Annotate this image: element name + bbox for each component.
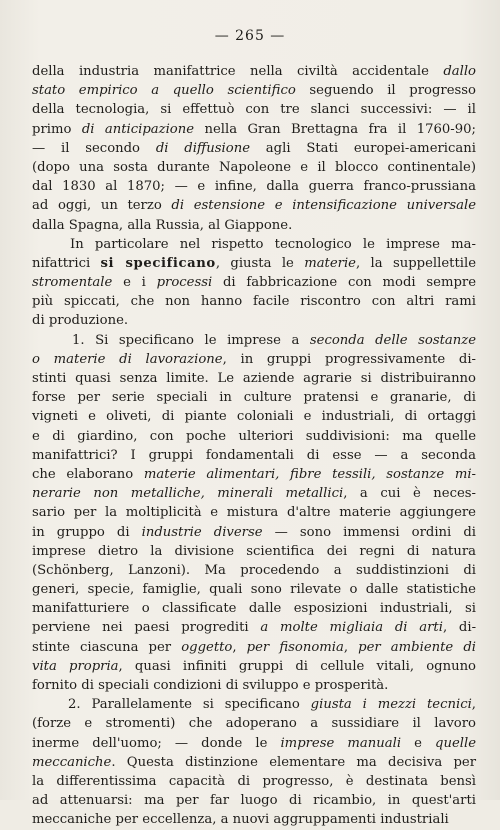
text-run: agli Stati europei-americani <box>250 140 476 156</box>
text-run: imprese dietro la divisione scientifica dei regni di natura <box>32 543 476 559</box>
text-line <box>32 446 476 465</box>
text-run: che elaborano <box>32 466 144 482</box>
text-run: vigneti e oliveti, di piante coloniali e industriali, di ortaggi <box>32 409 476 425</box>
text-run: nella Gran Brettagna fra il 1760-90; <box>194 121 476 137</box>
paragraph <box>32 235 476 331</box>
text-run: sario per la moltiplicità e mistura d'altre materie aggiungere <box>32 505 476 521</box>
text-run: fornito di speciali condizioni di sviluppo e prosperità. <box>32 678 389 693</box>
text-line <box>32 196 476 215</box>
text-line <box>32 388 476 407</box>
text-line <box>32 753 476 772</box>
text-line <box>32 695 476 714</box>
text-line <box>32 350 476 369</box>
italic-run: materie alimentari, fibre tessili, sostanze mi- <box>143 466 477 482</box>
text-run: di fabbricazione con modi sempre <box>212 275 476 291</box>
text-line <box>32 235 476 254</box>
text-run: manifattrici? I gruppi fondamentali di esse — a seconda <box>32 447 476 463</box>
text-line <box>32 503 476 522</box>
text-line <box>32 158 476 177</box>
text-run: 2. Parallelamente si specificano <box>68 697 311 713</box>
text-run: , <box>343 639 359 655</box>
text-run: , giusta le <box>215 255 305 271</box>
italic-run: materie <box>304 255 356 271</box>
text-run: In particolare nel rispetto tecnologico le imprese ma- <box>70 236 476 252</box>
italic-run: stromentale <box>32 275 113 291</box>
text-line <box>32 254 476 273</box>
text-line <box>32 542 476 561</box>
text-run: stinte ciascuna per <box>32 639 182 655</box>
text-run: e <box>401 735 436 751</box>
text-run: , quasi infiniti gruppi di cellule vitali, ognuno <box>118 658 476 674</box>
text-line <box>32 120 476 139</box>
bold-run: si specificano <box>100 255 216 271</box>
text-run: la differentissima capacità di progresso, è destinata bensì <box>32 773 476 789</box>
text-run: e i <box>112 275 157 291</box>
text-line <box>32 100 476 119</box>
text-run: meccaniche per eccellenza, a nuovi aggruppamenti industriali <box>32 812 449 828</box>
italic-run: o materie di lavorazione <box>32 351 223 367</box>
italic-run: vita propria <box>32 658 119 674</box>
italic-run: oggetto <box>181 639 233 655</box>
text-run: generi, specie, famiglie, quali sono rilevate o dalle statistiche <box>32 582 476 598</box>
text-run: perviene nei paesi progrediti <box>32 620 261 636</box>
body-text <box>32 62 476 830</box>
text-line <box>32 580 476 599</box>
italic-run: processi <box>156 275 213 291</box>
text-run: — il secondo <box>32 140 156 156</box>
italic-run: nerarie non metalliche, minerali metallici <box>32 486 344 502</box>
italic-run: seconda delle sostanze <box>309 332 477 348</box>
italic-run: giusta i mezzi tecnici <box>310 697 472 713</box>
text-run: — sono immensi ordini di <box>262 524 476 540</box>
text-run: seguendo il progresso <box>295 83 476 99</box>
text-run: dalla Spagna, alla Russia, al Giappone. <box>32 217 293 233</box>
text-line <box>32 369 476 388</box>
text-run: forse per serie speciali in culture pratensi e granarie, di <box>32 390 476 406</box>
text-run: (dopo una sosta durante Napoleone e il blocco continentale) <box>32 159 476 175</box>
text-line <box>32 638 476 657</box>
text-run: ad oggi, un terzo <box>32 198 172 214</box>
text-run: , <box>232 639 247 655</box>
text-line <box>32 599 476 618</box>
text-line <box>32 561 476 580</box>
text-run: e di giardino, con poche ulteriori suddivisioni: ma quelle <box>32 428 476 444</box>
paragraph <box>32 62 476 235</box>
text-line <box>32 772 476 791</box>
text-run: della tecnologia, si effettuò con tre slanci successivi: — il <box>32 102 476 118</box>
text-run: manifatturiere o classificate dalle esposizioni industriali, si <box>32 601 476 617</box>
text-run: , la suppellettile <box>356 255 476 271</box>
text-line <box>32 81 476 100</box>
text-run: , a cui è neces- <box>343 486 476 502</box>
text-line <box>32 62 476 81</box>
text-line <box>32 216 476 235</box>
italic-run: di anticipazione <box>81 121 195 137</box>
paragraph <box>32 695 476 829</box>
italic-run: meccaniche <box>32 754 112 770</box>
text-run: , in gruppi progressivamente di- <box>222 351 476 367</box>
text-run: in gruppo di <box>32 524 142 540</box>
text-run: nifattrici <box>32 255 101 271</box>
italic-run: imprese manuali <box>280 735 402 751</box>
text-line <box>32 427 476 446</box>
text-line <box>32 311 476 330</box>
italic-run: stato empirico a quello scientifico <box>32 83 296 99</box>
text-line <box>32 714 476 733</box>
text-line <box>32 177 476 196</box>
text-line <box>32 292 476 311</box>
text-line <box>32 273 476 292</box>
italic-run: industrie diverse <box>141 524 263 540</box>
text-run: primo <box>32 121 82 137</box>
text-line <box>32 618 476 637</box>
text-run: , <box>471 697 476 713</box>
text-run: ad attenuarsi: ma per far luogo di ricambio, in quest'arti <box>32 793 476 809</box>
text-run: 1. Si specificano le imprese a <box>72 332 310 348</box>
text-run: stinti quasi senza limite. Le aziende agrarie si distribuiranno <box>32 371 476 386</box>
text-line <box>32 810 476 829</box>
text-run: . Questa distinzione elementare ma decisiva per <box>111 754 476 770</box>
text-run: dal 1830 al 1870; — e infine, dalla guerra franco-prussiana <box>32 179 476 195</box>
text-line <box>32 791 476 810</box>
text-line <box>32 657 476 676</box>
text-run: inerme dell'uomo; — donde le <box>32 735 281 751</box>
italic-run: di diffusione <box>155 140 250 156</box>
text-run: di produzione. <box>32 313 129 329</box>
text-run: (Schönberg, Lanzoni). Ma procedendo a suddistinzioni di <box>32 562 476 578</box>
text-line <box>32 523 476 542</box>
text-run: della industria manifattrice nella civiltà accidentale <box>32 64 444 79</box>
text-line <box>32 734 476 753</box>
page-number: — 265 — <box>214 28 286 44</box>
italic-run: di estensione e intensificazione universale <box>171 198 476 214</box>
italic-run: quelle <box>435 735 476 751</box>
text-line <box>32 331 476 350</box>
text-line <box>32 139 476 158</box>
text-line <box>32 407 476 426</box>
italic-run: dallo <box>443 64 476 79</box>
text-run: (forze e stromenti) che adoperano a sussidiare il lavoro <box>32 716 476 732</box>
text-run: più spiccati, che non hanno facile riscontro con altri rami <box>32 294 476 310</box>
italic-run: per fisonomia <box>246 639 344 655</box>
text-line <box>32 676 476 695</box>
italic-run: per ambiente di <box>358 639 476 655</box>
text-line <box>32 484 476 503</box>
text-run: , di- <box>442 620 477 636</box>
text-line <box>32 465 476 484</box>
paragraph <box>32 331 476 696</box>
italic-run: a molte migliaia di arti <box>260 620 443 636</box>
